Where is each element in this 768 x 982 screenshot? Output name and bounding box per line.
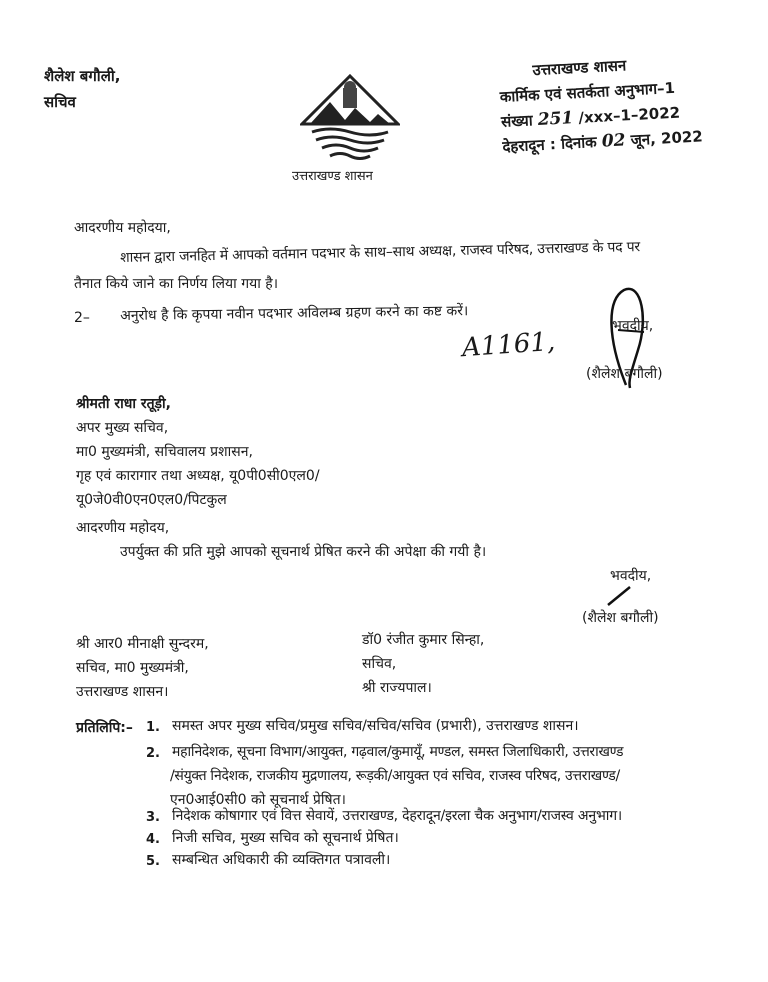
signatory-2: (शैलेश बगौली) — [582, 610, 659, 626]
recipient-line1: अपर मुख्य सचिव, — [76, 420, 169, 436]
para1-line2: तैनात किये जाने का निर्णय लिया गया है। — [74, 276, 279, 292]
cc-left-line2: सचिव, मा0 मुख्यमंत्री, — [76, 660, 189, 676]
para2-text: अनुरोध है कि कृपया नवीन पदभार अविलम्ब ग्रहण करने का कष्ट करें। — [120, 303, 469, 324]
signature-2 — [604, 585, 634, 607]
copy-item-2-line3: एन0आई0सी0 को सूचनार्थ प्रेषित। — [170, 792, 346, 808]
copy-item-4-number: 4. — [146, 832, 160, 847]
copy-item-1-line1: समस्त अपर मुख्य सचिव/प्रमुख सचिव/सचिव/सचिव (प्रभारी), उत्तराखण्ड शासन। — [172, 718, 579, 734]
salutation-1: आदरणीय महोदया, — [74, 220, 171, 236]
handwritten-note: A1161, — [461, 326, 557, 364]
emblem-caption: उत्तराखण्ड शासन — [292, 169, 373, 184]
office-line2: कार्मिक एवं सतर्कता अनुभाग–1 — [499, 78, 676, 106]
office-number-handwritten: 251 — [537, 108, 574, 130]
recipient-line3: गृह एवं कारागार तथा अध्यक्ष, यू0पी0सी0एल0/ — [76, 468, 320, 484]
office-number-prefix: संख्या — [500, 111, 534, 131]
copy-item-5-line1: सम्बन्धित अधिकारी की व्यक्तिगत पत्रावली। — [172, 852, 391, 868]
copy-item-2-line2: /संयुक्त निदेशक, राजकीय मुद्रणालय, रूड़की/आयुक्त एवं सचिव, राजस्व परिषद, उत्तराखण्ड/ — [170, 768, 620, 784]
signatory-1: (शैलेश बगौली) — [586, 366, 663, 382]
office-line1: उत्तराखण्ड शासन — [532, 56, 627, 80]
office-number-suffix: /xxx–1–2022 — [578, 103, 681, 127]
salutation-2: आदरणीय महोदय, — [76, 520, 170, 536]
uttarakhand-emblem-icon — [300, 74, 400, 166]
copy-item-3-number: 3. — [146, 810, 160, 825]
closing-1: भवदीय, — [612, 318, 654, 334]
office-date-suffix: जून, 2022 — [630, 127, 704, 150]
closing-2: भवदीय, — [610, 568, 652, 584]
copy-item-3-line1: निदेशक कोषागार एवं वित्त सेवायें, उत्तराखण्ड, देहरादून/इरला चैक अनुभाग/राजस्व अनुभाग। — [172, 808, 623, 824]
cc-right-line1: डॉ0 रंजीत कुमार सिन्हा, — [362, 632, 485, 648]
recipient-line2: मा0 मुख्यमंत्री, सचिवालय प्रशासन, — [76, 444, 253, 460]
copy-item-1-number: 1. — [146, 720, 160, 735]
sender-designation: सचिव — [44, 93, 76, 111]
cc-right-line3: श्री राज्यपाल। — [362, 680, 432, 696]
copy-item-4-line1: निजी सचिव, मुख्य सचिव को सूचनार्थ प्रेषित। — [172, 830, 399, 846]
letter2-body: उपर्युक्त की प्रति मुझे आपको सूचनार्थ प्रेषित करने की अपेक्षा की गयी है। — [120, 544, 487, 560]
cc-right-line2: सचिव, — [362, 656, 397, 672]
recipient-line4: यू0जे0वी0एन0एल0/पिटकुल — [76, 492, 227, 508]
office-date-prefix: देहरादून : दिनांक — [501, 132, 598, 156]
cc-left-line1: श्री आर0 मीनाक्षी सुन्दरम, — [76, 636, 209, 652]
para1-line1: शासन द्वारा जनहित में आपको वर्तमान पदभार के साथ–साथ अध्यक्ष, राजस्व परिषद, उत्तराखण्ड के पद पर — [120, 239, 641, 266]
copy-item-5-number: 5. — [146, 854, 160, 869]
recipient-name: श्रीमती राधा रतूड़ी, — [76, 396, 171, 412]
office-date — [502, 126, 703, 156]
para2-number: 2– — [74, 310, 90, 326]
office-block — [498, 52, 703, 157]
copy-item-2-number: 2. — [146, 746, 160, 761]
office-date-handwritten: 02 — [601, 130, 626, 152]
sender-name: शैलेश बगौली, — [44, 67, 121, 85]
copies-label: प्रतिलिपि:– — [76, 720, 133, 736]
copy-item-2-line1: महानिदेशक, सूचना विभाग/आयुक्त, गढ़वाल/कुमायूँ, मण्डल, समस्त जिलाधिकारी, उत्तराखण्ड — [172, 744, 624, 760]
cc-left-line3: उत्तराखण्ड शासन। — [76, 684, 169, 700]
